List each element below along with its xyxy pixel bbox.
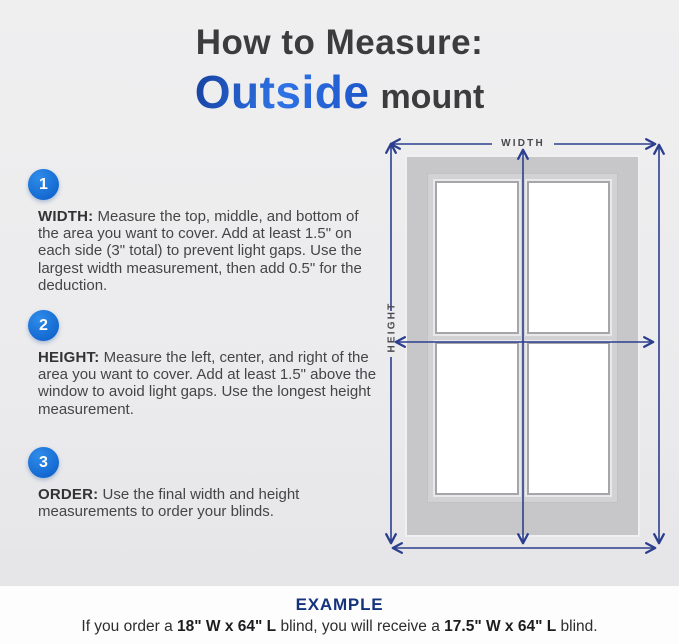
example-part-3: blind, you will receive a [276,618,445,635]
example-part-5: blind. [556,618,598,635]
window-pane-top-right [527,181,611,334]
step-2-body: Measure the left, center, and right of the area you want to cover. Add at least 1.5" above the window to avoid light gaps. Use the longest height measurement. [38,349,377,418]
example-part-1: If you order a [81,618,178,635]
step-3-body: Use the final width and height measurements to order your blinds. [38,486,300,521]
height-dimension-label: HEIGHT [386,301,398,353]
step-1-body: Measure the top, middle, and bottom of the area you want to cover. Add at least 1.5" on each side (3" total) to prevent light gaps. Use the largest width measurement, then add 0.5" for the deduction. [38,208,362,294]
step-1 [28,169,380,294]
step-3-text [38,486,380,520]
example-sentence [0,618,679,636]
step-2-label: HEIGHT: [38,349,100,366]
step-2-text [38,349,380,418]
window-pane-top-left [435,181,519,334]
example-title: EXAMPLE [295,595,384,614]
step-3-label: ORDER: [38,486,99,503]
example-ordered-size: 18" W x 64" L [177,618,277,635]
step-1-label: WIDTH: [38,208,94,225]
window-panes [435,181,610,495]
step-1-text [38,208,380,294]
step-3 [28,447,380,520]
title-line1: How to Measure: [195,23,484,62]
window-pane-bottom-left [435,342,519,495]
title-line2 [0,65,679,119]
example-received-size: 17.5" W x 64" L [444,618,557,635]
window-frame [405,155,640,537]
step-3-number-badge: 3 [28,447,59,478]
width-dimension-label: WIDTH [501,138,545,149]
step-1-number-badge: 1 [28,169,59,200]
window-measure-diagram [380,135,670,560]
window-pane-bottom-right [527,342,611,495]
title-emphasis-outside: Outside [194,65,370,118]
example-footer [0,586,679,644]
title-suffix-mount: mount [380,77,485,116]
page-title [0,24,679,119]
step-2 [28,310,380,418]
step-2-number-badge: 2 [28,310,59,341]
window-sash [427,173,618,503]
